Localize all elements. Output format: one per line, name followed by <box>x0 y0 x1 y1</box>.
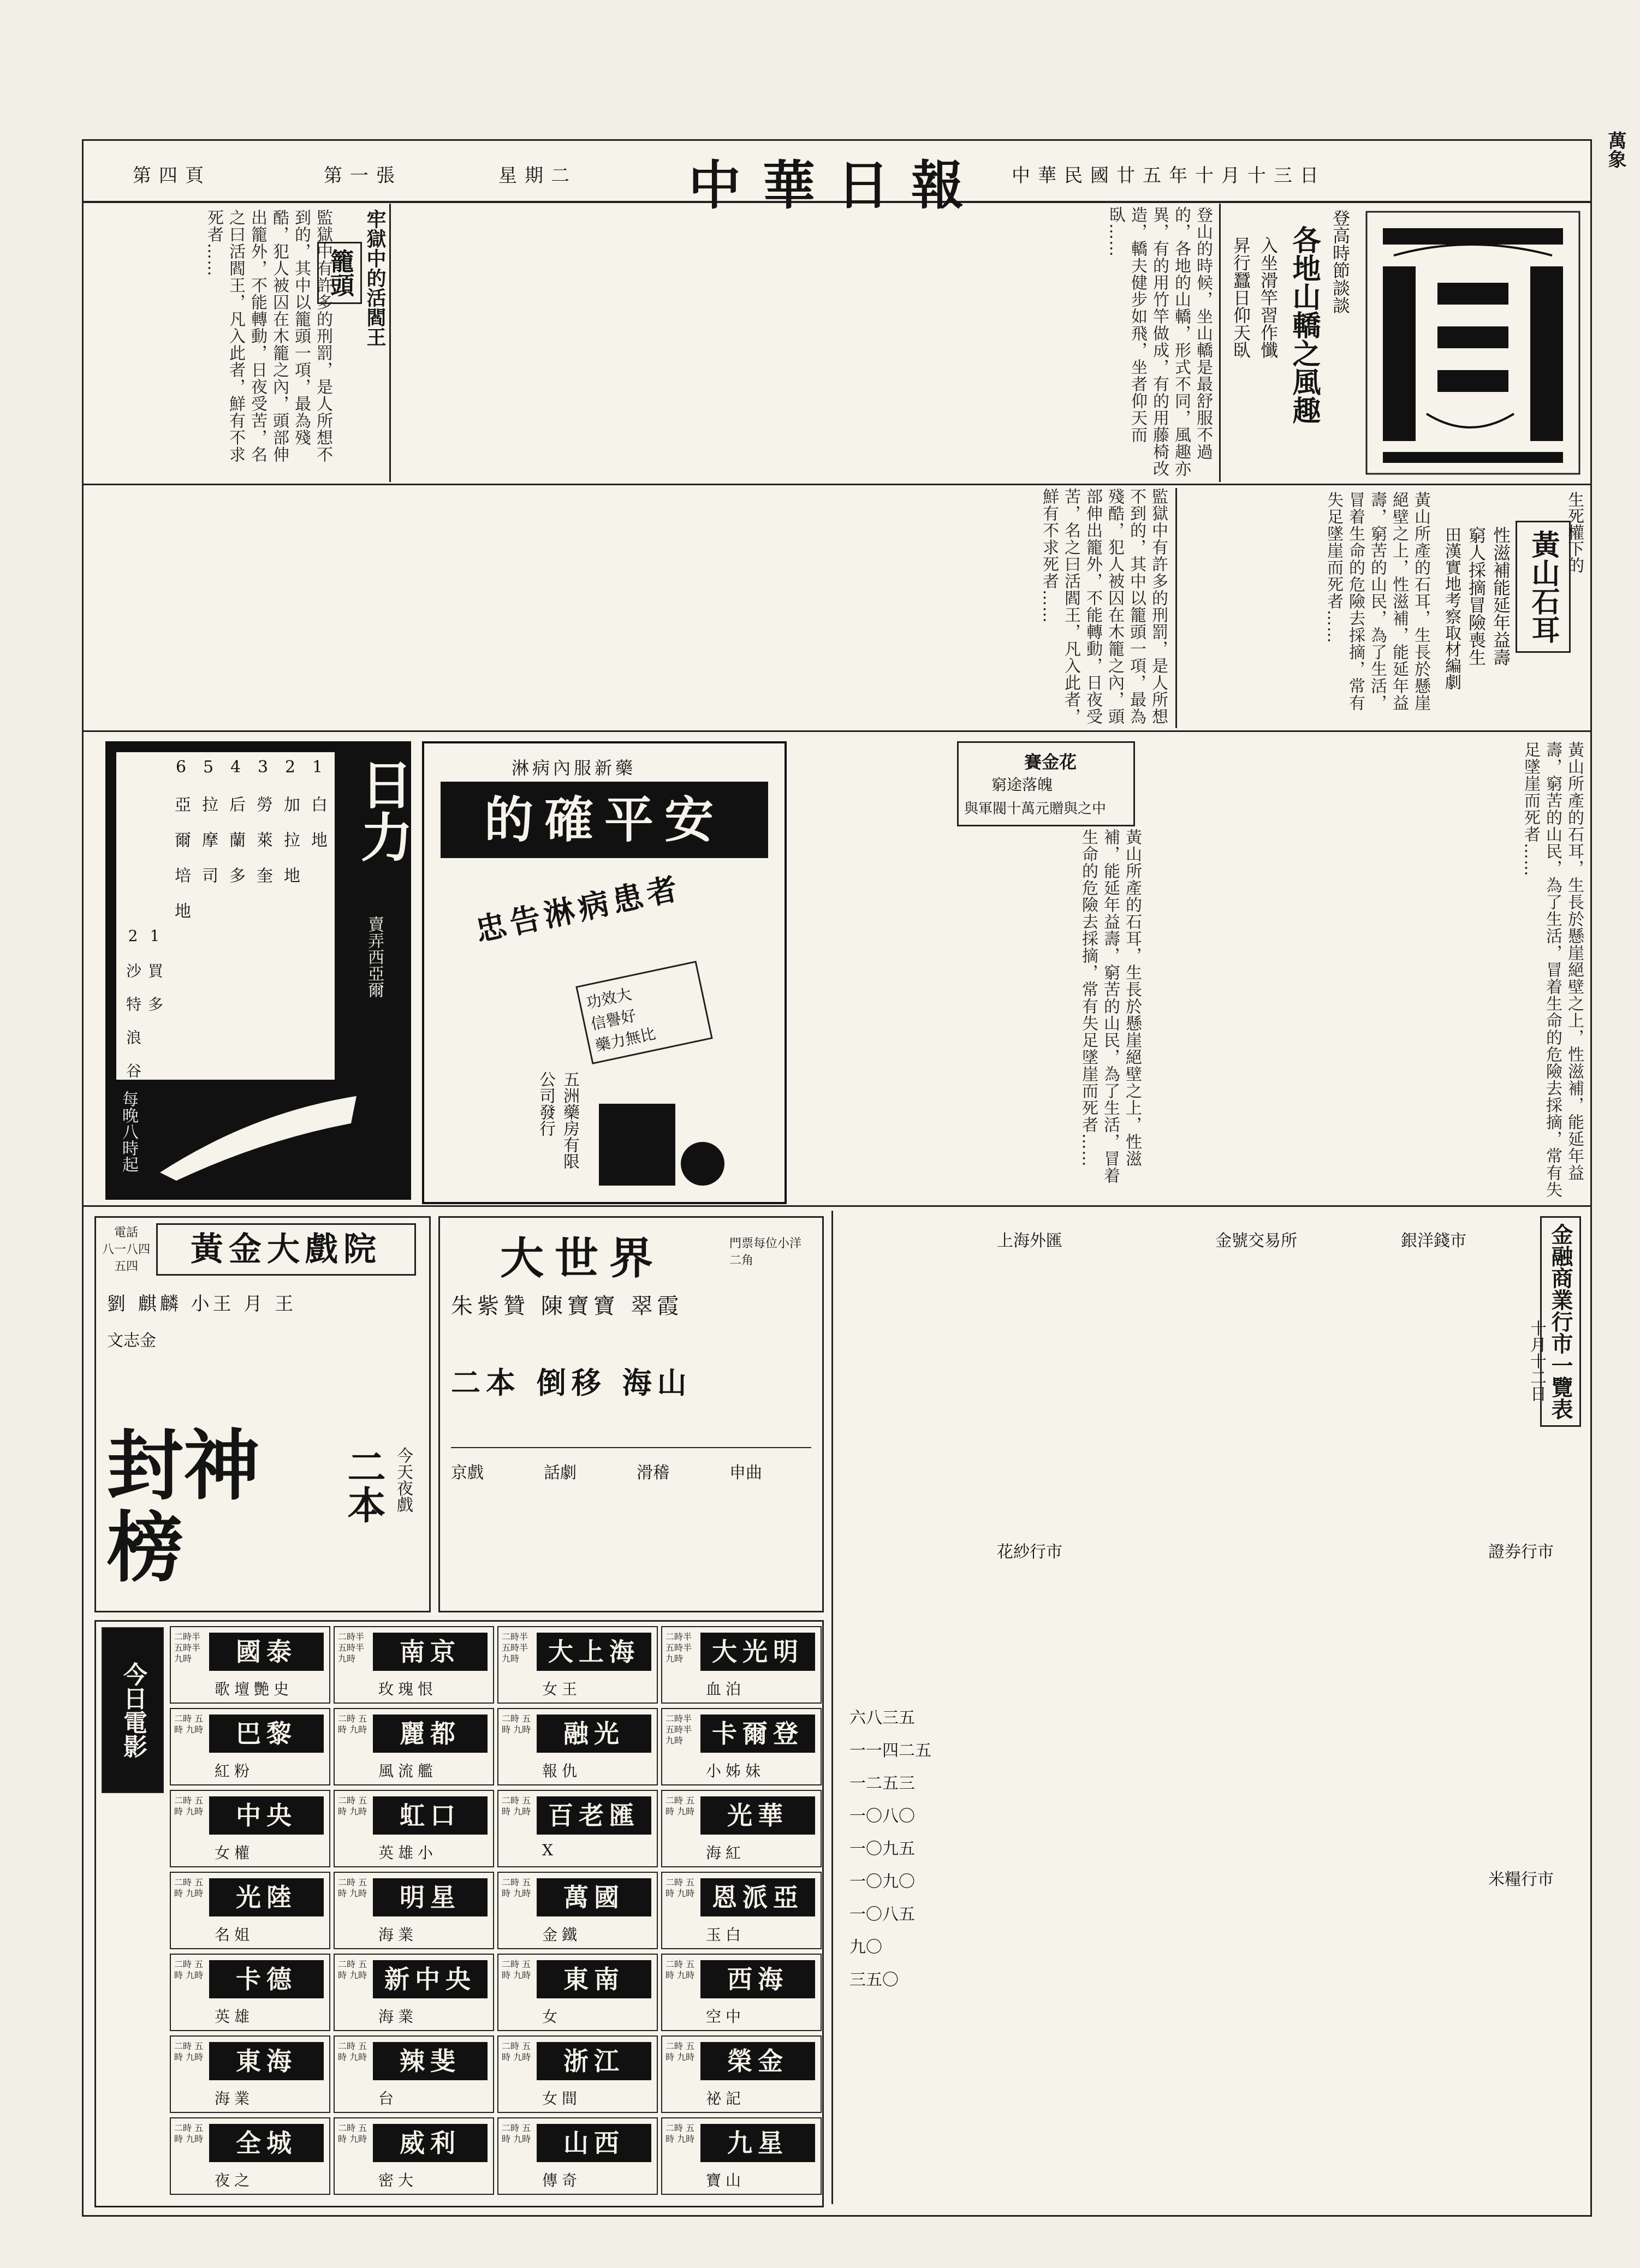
market-rate-5: 一〇九五 <box>849 1840 915 1859</box>
cinema-film: 英雄小 <box>378 1844 438 1862</box>
ad-rili-col-6: 6 亞 爾 培 地 <box>171 758 191 919</box>
short-news-title: 賽金花 <box>1024 752 1077 772</box>
market-table <box>831 1211 1586 2204</box>
cinema-name: 明星 <box>373 1878 488 1916</box>
market-rate-2: 一一四二五 <box>849 1741 931 1760</box>
huangshan-label: 生死權下的 <box>1565 491 1584 573</box>
cinema-time: 二時 五時 九時 <box>174 1959 204 1980</box>
market-rate-3: 一二五三 <box>849 1774 915 1793</box>
cinema-film: 海業 <box>378 1926 418 1944</box>
cinema-cell <box>334 1626 494 1704</box>
cinema-film: 紅粉 <box>215 1762 254 1780</box>
cinema-time: 二時 五時 九時 <box>338 1795 367 1817</box>
market-sub-2: 金號交易所 <box>1215 1231 1297 1251</box>
cinema-cell <box>170 1954 330 2031</box>
cinema-name: 榮金 <box>700 2042 815 2080</box>
cinema-cell <box>334 1954 494 2031</box>
cinema-name: 百老匯 <box>537 1796 651 1835</box>
cinema-name: 光陸 <box>209 1878 324 1916</box>
ad-rili-product: 賣弄西亞爾 <box>365 916 384 998</box>
theater-actor-2: 陳寶寶 <box>540 1294 620 1319</box>
ad-pill <box>422 741 787 1204</box>
masthead-date: 中華民國廿五年十月十三日 <box>1012 165 1326 187</box>
huangshan-sub-2: 窮人採摘冒險喪生 <box>1466 526 1487 666</box>
theater-extra: 文志金 <box>107 1331 156 1350</box>
market-date: 十月十二日 <box>1527 1320 1546 1402</box>
market-rate-6: 一〇九〇 <box>849 1872 915 1891</box>
market-sub-7: 花紗行市 <box>997 1543 1062 1562</box>
ad-rili <box>105 741 414 1200</box>
short-news <box>793 741 1143 1200</box>
cinema-time: 二時半 五時半 九時 <box>338 1632 365 1664</box>
cinema-time: 二時 五時 九時 <box>502 1713 531 1735</box>
cinema-time: 二時 五時 九時 <box>174 1713 204 1735</box>
huangshan-byline: 田漢實地考察取材編劇 <box>1442 526 1461 690</box>
theater-play-1: 二本 <box>451 1365 521 1400</box>
cinema-cell <box>661 1790 822 1867</box>
ad-rili-col-3: 3 勞 萊 奎 <box>253 758 272 883</box>
cinema-cell <box>497 1626 658 1704</box>
theater-play-3: 海山 <box>622 1365 692 1400</box>
ad-rili-col-7: 1 買 多 <box>146 927 164 1011</box>
ad-pill-badges <box>575 961 712 1064</box>
cinema-film: 玫瑰恨 <box>378 1680 438 1698</box>
ad-rili-col-2: 2 加 拉 地 <box>281 758 300 883</box>
masthead-page-number: 第四頁 <box>133 165 211 187</box>
cinema-cell <box>170 2117 330 2195</box>
ad-rili-footer: 每晚八時起 <box>119 1091 138 1172</box>
cinema-time: 二時 五時 九時 <box>174 1795 204 1817</box>
cinema-name: 虹口 <box>373 1796 488 1835</box>
cinema-cell <box>334 2117 494 2195</box>
cinema-film: 台 <box>378 2090 399 2108</box>
market-sub-6: 米糧行市 <box>1488 1870 1554 1889</box>
cinema-name: 融光 <box>537 1715 651 1753</box>
story-subtitle: 籠頭 <box>317 242 362 304</box>
theater-huangjin-name: 黃金大戲院 <box>156 1223 416 1276</box>
theater-phone: 八一八四五四 <box>102 1243 150 1273</box>
cinema-cell <box>334 2035 494 2113</box>
cinema-cell <box>497 2117 658 2195</box>
theater-cast-4: 月 <box>243 1293 266 1315</box>
cinema-name: 大上海 <box>537 1633 651 1671</box>
cinema-name: 全城 <box>209 2124 324 2162</box>
cinema-film: 風流艦 <box>378 1762 438 1780</box>
cinema-film: 血泊 <box>706 1680 746 1698</box>
ad-rili-brand: 日力 <box>352 758 414 862</box>
theater-dashijie-rows <box>451 1447 811 1601</box>
ad-pill-box-icon <box>588 1093 752 1191</box>
cinema-time: 二時 五時 九時 <box>665 1877 695 1898</box>
feature-line-2: 昇行蠶日仰天臥 <box>1231 236 1251 359</box>
cinema-film: 女間 <box>542 2090 582 2108</box>
ad-rili-col-1: 1 白 地 <box>308 758 327 848</box>
cinema-time: 二時半 五時半 九時 <box>665 1713 692 1746</box>
vertical-story <box>84 204 391 482</box>
cinema-time: 二時 五時 九時 <box>502 1959 531 1980</box>
theater-cast-5: 王 <box>275 1293 297 1315</box>
theater-dashijie-plays <box>451 1360 811 1402</box>
cinema-cell <box>661 1954 822 2031</box>
cinema-film: 女王 <box>542 1680 582 1698</box>
section-logo <box>1361 206 1585 479</box>
cinema-time: 二時 五時 九時 <box>665 2123 695 2144</box>
cinema-film: 名姐 <box>215 1926 254 1944</box>
theater-cast-3: 小王 <box>191 1293 235 1315</box>
theater-dashijie-name: 大世界 <box>500 1233 664 1284</box>
cinema-time: 二時 五時 九時 <box>665 1959 695 1980</box>
theater-play-part: 二本 <box>341 1447 387 1523</box>
cinema-film: 歌壇艷史 <box>215 1680 294 1698</box>
cinema-cell <box>661 2035 822 2113</box>
cinema-cell <box>661 1626 822 1704</box>
cinema-name: 國泰 <box>209 1633 324 1671</box>
market-rate-4: 一〇八〇 <box>849 1807 915 1826</box>
cinema-cell <box>661 1708 822 1785</box>
theater-row-3: 滑稽 <box>637 1463 669 1483</box>
theater-row-1: 京戲 <box>451 1463 484 1483</box>
theater-huangjin-phone <box>102 1223 151 1274</box>
cinema-cell <box>170 2035 330 2113</box>
theater-actor-3: 翠霞 <box>631 1294 684 1319</box>
cinema-time: 二時 五時 九時 <box>338 2123 367 2144</box>
short-news-text: 與軍閥十萬元贈與之中 <box>964 801 1107 817</box>
cinema-name: 中央 <box>209 1796 324 1835</box>
theater-dashijie-note: 門票每位小洋二角 <box>729 1237 802 1267</box>
cinema-name: 西海 <box>700 1960 815 1998</box>
ad-pill-top: 淋病內服新藥 <box>512 758 637 778</box>
cinema-cell <box>497 2035 658 2113</box>
cinema-name: 南京 <box>373 1633 488 1671</box>
ad-pill-brand: 的確平安 <box>441 782 768 858</box>
cinema-film: 小姊妹 <box>706 1762 765 1780</box>
cinema-time: 二時 五時 九時 <box>338 2041 367 2062</box>
cinema-time: 二時 五時 九時 <box>174 2123 204 2144</box>
page-label: 萬象 <box>1605 131 1626 168</box>
masthead-section: 第一張 <box>324 165 402 187</box>
cinema-time: 二時半 五時半 九時 <box>502 1632 528 1664</box>
cinema-name: 卡爾登 <box>700 1715 815 1753</box>
cinema-time: 二時 五時 九時 <box>665 1795 695 1817</box>
cinema-time: 二時 五時 九時 <box>338 1713 367 1735</box>
cinema-name: 辣斐 <box>373 2042 488 2080</box>
masthead-title: 中華日報 <box>688 154 985 216</box>
theater-phone-label: 電話 <box>114 1226 138 1240</box>
cinema-film: 空中 <box>706 2008 746 2026</box>
ad-rili-horn <box>155 1091 362 1183</box>
cinema-film: 海業 <box>378 2008 418 2026</box>
cinema-cell <box>170 1626 330 1704</box>
theater-actor-1: 朱紫贊 <box>451 1294 530 1319</box>
newspaper-page <box>82 139 1592 2217</box>
ad-pill-badge-2: 信譽好 <box>589 1006 638 1034</box>
cinema-time: 二時 五時 九時 <box>174 1877 204 1898</box>
ad-pill-badge-1: 功效大 <box>584 985 633 1013</box>
cinema-time: 二時 五時 九時 <box>338 1877 367 1898</box>
cinema-name: 九星 <box>700 2124 815 2162</box>
theater-cast <box>107 1289 424 1315</box>
huangshan-body: 黃山所產的石耳，生長於懸崖絕壁之上，性滋補，能延年益壽，窮苦的山民，為了生活，冒着生命的危險去採摘，常有失足墜崖而死者…… <box>1324 491 1430 711</box>
market-rate-8: 九〇 <box>849 1938 882 1957</box>
section-logo-art <box>1361 206 1585 479</box>
ad-pill-maker: 五洲藥房有限公司發行 <box>536 1071 579 1169</box>
feature-kicker: 登高時節談談 <box>1330 209 1351 314</box>
market-rate-1: 六八三五 <box>849 1709 915 1728</box>
market-sub-3: 上海外匯 <box>997 1231 1062 1251</box>
cinema-time: 二時 五時 九時 <box>502 2123 531 2144</box>
cinema-cell <box>661 1872 822 1949</box>
cinema-film: 祕記 <box>706 2090 746 2108</box>
cinema-name: 東南 <box>537 1960 651 1998</box>
cinema-film: 報仇 <box>542 1762 582 1780</box>
right-body: 黃山所產的石耳，生長於懸崖絕壁之上，性滋補，能延年益壽，窮苦的山民，為了生活，冒着生命的危險去採摘，常有失足墜崖而死者…… <box>1521 741 1584 1198</box>
cinema-name: 巴黎 <box>209 1715 324 1753</box>
cinema-title: 今日電影 <box>102 1627 164 1793</box>
ad-rili-col-4: 4 后 蘭 多 <box>226 758 245 883</box>
cinema-cell <box>661 2117 822 2195</box>
cinema-cell <box>170 1708 330 1785</box>
feature-body: 登山的時候，坐山轎是最舒服不過的，各地的山轎，形式不同，風趣亦異，有的用竹竿做成，有的用藤椅改造，轎夫健步如飛，坐者仰天而臥…… <box>1106 206 1213 477</box>
cinema-cell <box>497 1790 658 1867</box>
cinema-time: 二時半 五時半 九時 <box>665 1632 692 1664</box>
cinema-time: 二時 五時 九時 <box>502 1877 531 1898</box>
theater-dashijie-header <box>445 1223 817 1284</box>
cinema-film: 夜之 <box>215 2171 254 2189</box>
cinema-cell <box>334 1790 494 1867</box>
cinema-name: 光華 <box>700 1796 815 1835</box>
theater-dashijie <box>438 1216 824 1612</box>
short-news-body: 黃山所產的石耳，生長於懸崖絕壁之上，性滋補，能延年益壽，窮苦的山民，為了生活，冒着生命的危險去採摘，常有失足墜崖而死者…… <box>1079 829 1142 1184</box>
story-title: 牢獄中的活閻王 <box>364 209 387 347</box>
ad-rili-col-8: 2 沙 特 浪 谷 <box>124 927 142 1078</box>
cinema-cell <box>497 1872 658 1949</box>
cinema-time: 二時 五時 九時 <box>338 1959 367 1980</box>
cinema-cell <box>334 1872 494 1949</box>
market-sub-1: 銀洋錢市 <box>1401 1231 1466 1251</box>
cinema-film: 寶山 <box>706 2171 746 2189</box>
market-rate-7: 一〇八五 <box>849 1905 915 1924</box>
feature-line-1: 入坐滑竿習作懺 <box>1258 236 1279 359</box>
market-rates <box>849 1702 1450 1997</box>
short-news-sub: 窮途落魄 <box>991 776 1053 794</box>
cinema-name: 麗都 <box>373 1715 488 1753</box>
cinema-film: 英雄 <box>215 2008 254 2026</box>
cinema-time: 二時 五時 九時 <box>174 2041 204 2062</box>
market-sub-5: 證券行市 <box>1488 1543 1554 1562</box>
cinema-cell <box>334 1708 494 1785</box>
feature-title: 各地山轎之風趣 <box>1287 225 1321 424</box>
cinema-film: X <box>542 1841 557 1859</box>
theater-huangjin <box>94 1216 431 1612</box>
ad-pill-slogan: 忠告淋病患者 <box>472 870 685 949</box>
cinema-film: 玉白 <box>706 1926 746 1944</box>
cinema-film: 女 <box>542 2008 562 2026</box>
theater-play-note: 今天夜戲 <box>394 1447 413 1513</box>
cinema-film: 海業 <box>215 2090 254 2108</box>
cinema-cell <box>170 1872 330 1949</box>
cinema-cell <box>170 1790 330 1867</box>
market-rate-9: 三五〇 <box>849 1971 899 1990</box>
cinema-time: 二時半 五時半 九時 <box>174 1632 201 1664</box>
cinema-film: 海紅 <box>706 1844 746 1862</box>
cinema-film: 金鐵 <box>542 1926 582 1944</box>
theater-cast-2: 麒麟 <box>138 1293 182 1315</box>
huangshan-title: 黃山石耳 <box>1516 521 1571 653</box>
story-body: 監獄中有許多的刑罰，是人所想不到的，其中以籠頭一項，最為殘酷，犯人被囚在木籠之內，頭部伸出籠外，不能轉動，日夜受苦，名之曰活閻王，凡入此者，鮮有不求死者…… <box>204 209 332 463</box>
cinema-name: 東海 <box>209 2042 324 2080</box>
ad-pill-badge-3: 藥力無比 <box>593 1024 657 1055</box>
cinema-name: 卡德 <box>209 1960 324 1998</box>
cinema-name: 恩派亞 <box>700 1878 815 1916</box>
cinema-film: 密大 <box>378 2171 418 2189</box>
ad-rili-col-5: 5 拉 摩 司 <box>199 758 218 883</box>
theater-row-4: 申曲 <box>729 1463 762 1483</box>
cinema-name: 威利 <box>373 2124 488 2162</box>
theater-play: 封神榜 <box>107 1421 260 1593</box>
cinema-listing <box>94 1620 824 2207</box>
theater-cast-1: 劉 <box>107 1293 129 1315</box>
cinema-time: 二時 五時 九時 <box>502 1795 531 1817</box>
cinema-name: 大光明 <box>700 1633 815 1671</box>
cinema-name: 浙江 <box>537 2042 651 2080</box>
cinema-film: 傳奇 <box>542 2171 582 2189</box>
masthead <box>84 141 1590 216</box>
cinema-name: 新中央 <box>373 1960 488 1998</box>
cinema-cell <box>497 1954 658 2031</box>
cinema-name: 山西 <box>537 2124 651 2162</box>
huangshan-feature <box>1175 488 1586 728</box>
news-columns: 監獄中有許多的刑罰，是人所想不到的，其中以籠頭一項，最為殘酷，犯人被囚在木籠之內，頭部伸出籠外，不能轉動，日夜受苦，名之曰活閻王，凡入此者，鮮有不求死者…… <box>1039 488 1168 725</box>
cinema-time: 二時 五時 九時 <box>502 2041 531 2062</box>
masthead-weekday: 星期二 <box>498 165 577 187</box>
cinema-grid <box>96 1622 822 2206</box>
cinema-cell <box>497 1708 658 1785</box>
huangshan-sub-1: 性滋補能延年益壽 <box>1490 526 1511 666</box>
cinema-time: 二時 五時 九時 <box>665 2041 695 2062</box>
cinema-film: 女權 <box>215 1844 254 1862</box>
theater-dashijie-actors <box>451 1289 811 1320</box>
theater-row-2: 話劇 <box>544 1463 577 1483</box>
market-title: 金融商業行市一覽表 <box>1540 1216 1581 1427</box>
theater-play-2: 倒移 <box>536 1365 607 1400</box>
cinema-name: 萬國 <box>537 1878 651 1916</box>
feature-header <box>1219 204 1357 482</box>
